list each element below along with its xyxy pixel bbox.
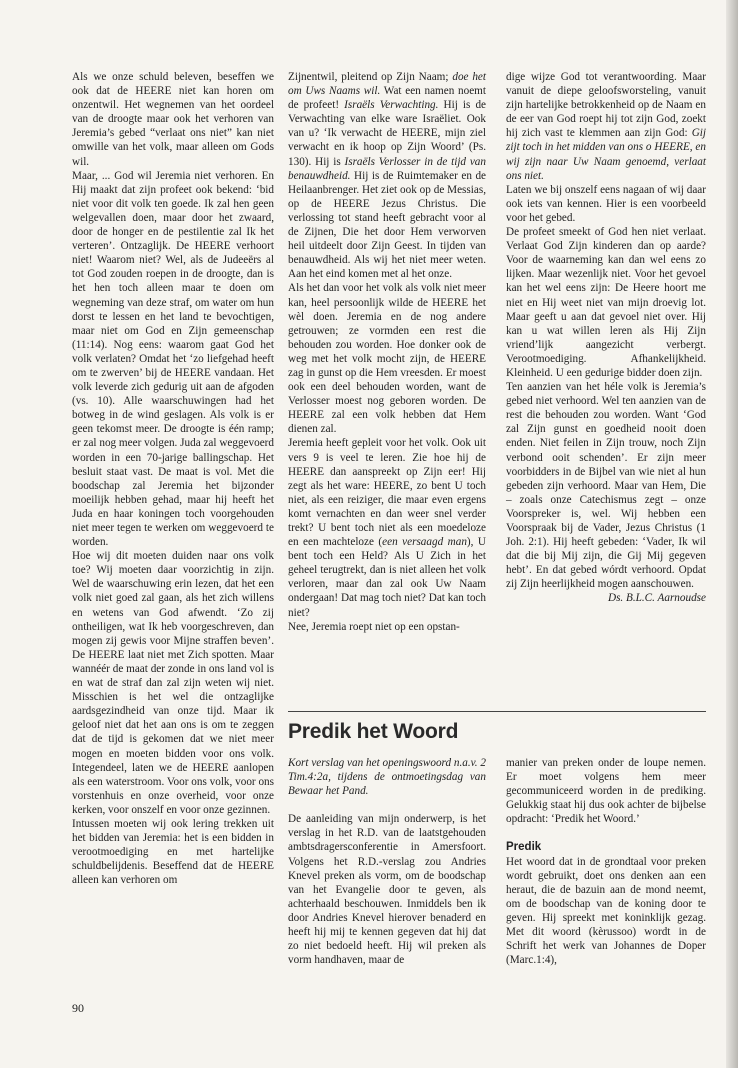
subheading: Predik: [506, 841, 542, 854]
paragraph: Laten we bij onszelf eens nagaan of wij daar ook iets van kennen. Hier is een voorbeeld voor het gebed.: [506, 183, 706, 224]
article-column-2: [288, 70, 486, 634]
paragraph: Nee, Jeremia roept niet op een opstan-: [288, 620, 460, 633]
article2-column-2: [506, 756, 706, 967]
page-number: 90: [72, 1001, 84, 1015]
article-title: Predik het Woord: [288, 720, 459, 743]
paragraph: Ten aanzien van het héle volk is Jeremia’s gebed niet verhoord. Wel ten aanzien van de rest die behouden zou worden. Want ‘God zal Zijn gunst en goedheid nooit doen enden. Niet feilen in Zijn trouw, noch Zijn verbond ooit schenden’. Er zijn meer voorbidders in de Bijbel van wie niet al hun gebeden zijn verhoord. Maar van Hem, Die – zoals onze Catechismus zegt – onze Voorspreker is, wel. Wij hebben een Voorspraak bij de Vader, Jezus Christus (1 Joh. 2:1). Hij heeft gebeden: ‘Vader, Ik wil dat die bij Mij zijn, die Gij Mij gegeven hebt’. En dat gebed wórdt verhoord. Opdat zij Zijn heerlijkheid mogen aanschouwen.: [506, 381, 706, 591]
paragraph: Hoe wij dit moeten duiden naar ons volk toe? Wij moeten daar voorzichtig in zijn. Wel de waarschuwing erin lezen, dat het een volk niet goed zal gaan, als het zich willens en wetens van God afwendt. ‘Zo zij ontheiligen, wat Ik heb voorgeschreven, dan mogen zij gewis voor Mijne straffen beven’. De HEERE laat niet met Zich spotten. Maar wannéér de maat der zonde in ons land vol is en wat de straf dan zal zijn weten wij niet. Misschien is het wel die ontzaglijke aardsgezindheid van onze tijd. Maar ik geloof niet dat het aan ons is om te zeggen dat de tijd is gekomen dat we niet meer mogen en moeten bidden voor ons volk. Integendeel, laten we de HEERE aanlopen als een waterstroom. Voor ons volk, voor ons vorstenhuis en onze overheid, voor onze kerken, voor onszelf en voor onze gezinnen.: [72, 550, 274, 816]
article-column-1: [72, 70, 274, 887]
paragraph: Jeremia heeft gepleit voor het volk. Ook uit vers 9 is veel te leren. Zie hoe hij de HEERE dan aanspreekt op Zijn eer! Hij zegt als het ware: HEERE, zo bent U toch niet, als een reiziger, die maar even ergens komt vernachten en dan weer snel verder trekt? U bent toch niet als een moedeloze en een machteloze (een versaagd man), U bent toch een Held? Als U Zich in het geheel terugtrekt, dan is niet alleen het volk verloren, maar dan zal ook Uw Naam ondergaan! Dat mag toch niet? Dat kan toch niet?: [288, 437, 486, 619]
paragraph: Maar, ... God wil Jeremia niet verhoren. En Hij maakt dat zijn profeet ook bekend: ‘bid niet voor dit volk ten goede. Ik zal hen geen welgevallen doen, maar door het zwaard, door de honger en de pestilentie zal Ik het verteren’. Ontzaglijk. De HEERE verhoort niet! Waarom niet? Wel, als de Judeeërs al tot God zouden roepen in de droogte, dan is het hen toch alleen maar te doen om wegneming van deze straf, om water om hun dorst te lessen en het land te bevochtigen, maar niet om God en Zijn gemeenschap (11:14). Nog eens: waarom gaat God het volk verlaten? Omdat het ‘zo liefgehad heeft om te zwerven’ bij de HEERE vandaan. Het volk leverde zich gedurig uit aan de afgoden (vs. 10). Alle waarschuwingen had het botweg in de wind geslagen. Als volk is er geen tekomst meer. De droogte is één ramp; er zal nog meer volgen. Juda zal weggevoerd worden in een 70-jarige ballingschap. Het besluit staat vast. De maat is vol. Met die boodschap zal Jeremia het bijzonder moeilijk hebben gehad, maar hij heeft het Juda en haar koningen toch voorgehouden niet meer tegen te werken om weggevoerd te worden.: [72, 169, 274, 549]
paragraph: manier van preken onder de loupe nemen. Er moet volgens hem meer gecommuniceerd worden in de prediking. Gelukkig staat hij dus ook achter de bijbelse opdracht: ‘Predik het Woord.’: [506, 757, 706, 826]
paragraph: dige wijze God tot verantwoording. Maar vanuit de diepe geloofsworsteling, vanuit zijn hartelijke betrokkenheid op de Naam en de eer van God roept hij tot zijn God, zoekt hij zich vast te klemmen aan zijn God: Gij zijt toch in het midden van ons o HEERE, en wij zijn naar Uw Naam genoemd, verlaat ons niet.: [506, 71, 706, 182]
paragraph: Zijnentwil, pleitend op Zijn Naam; doe het om Uws Naams wil. Wat een namen noemt de profeet! Israëls Verwachting. Hij is de Verwachting van elke ware Israëliet. Ook van u? ‘Ik verwacht de HEERE, mijn ziel verwacht en ik hoop op Zijn Woord’ (Ps. 130). Hij is Israëls Verlosser in de tijd van benauwdheid. Hij is de Ruimtemaker en de Heilaanbrenger. Het ziet ook op de Messias, op de HEERE Jezus Christus. Die verlossing tot stand heeft gebracht voor al de Zijnen, Die het door Hem verworven heil uitdeelt door Zijn Geest. In tijden van benauwdheid. Als wij het niet meer weten. Aan het eind komen met al het onze.: [288, 71, 487, 281]
article2-column-1: [288, 756, 486, 967]
paragraph: De profeet smeekt of God hen niet verlaat. Verlaat God Zijn kinderen dan op aarde? Voor de waarneming kan dan wel eens zo lijken. Maar wezenlijk niet. Voor het gevoel kan het wel eens zijn: De Heere hoort me niet en Hij weet niet van mijn droevig lot. Maar geeft u aan dat gevoel niet over. Hij kan u wat willen leren als Hij Zijn vriend’lijk aangezicht verbergt. Verootmoediging. Afhankelijkheid. Kleinheid. U een gedurige bidder doen zijn.: [506, 226, 706, 379]
page-edge-shadow: [726, 0, 738, 1068]
paragraph: De aanleiding van mijn onderwerp, is het verslag in het R.D. van de laatstgehouden ambtsdragersconferentie in Amersfoort. Volgens het R.D.-verslag zou Andries Knevel preken als vorm, om de boodschap van het Evangelie door te geven, als achterhaald beschouwen. Inmiddels ben ik door Andries Knevel hierover benaderd en heeft hij mij te kennen gegeven dat hij dat zo niet bedoeld heeft. Hij wil preken als vorm handhaven, maar de: [288, 813, 486, 967]
article-column-3: [506, 70, 706, 606]
article-intro: Kort verslag van het openingswoord n.a.v. 2 Tim.4:2a, tijdens de ontmoetingsdag van Bewaar het Pand.: [288, 757, 486, 798]
paragraph: Intussen moeten wij ook lering trekken uit het bidden van Jeremia: het is een bidden in verootmoediging en met hartelijke schuldbelijdenis. Beseffend dat de HEERE alleen kan verhoren om: [72, 817, 274, 887]
paragraph: Het woord dat in de grondtaal voor preken wordt gebruikt, doet ons denken aan een heraut, die de bazuin aan de mond neemt, om de boodschap van de koning door te geven. Hij spreekt met koninklijk gezag. Met dit woord (kèrussoo) wordt in de Schrift het werk van Johannes de Doper (Marc.1:4),: [506, 855, 706, 967]
paragraph: Als het dan voor het volk als volk niet meer kan, heel persoonlijk wilde de HEERE het wèl doen. Jeremia en de nog andere getrouwen; ze vormden een rest die behouden zou worden. Hoe donker ook de weg met het volk mocht zijn, de HEERE zag in gunst op die Hem vreesden. Er moest ook een deel behouden worden, want de Verlosser moest nog geboren worden. De HEERE zal een volk hebben dat Hem dienen zal.: [288, 282, 486, 436]
author-signature: Ds. B.L.C. Aarnoudse: [607, 592, 706, 605]
section-divider: [288, 711, 706, 712]
paragraph: Als we onze schuld beleven, beseffen we ook dat de HEERE niet kan horen om onzentwil. Het wegnemen van het oordeel van de droogte maar ook het verhoren van Jeremia’s gebed “verlaat ons niet” kan niet omwille van het volk, maar alleen om Gods wil.: [72, 71, 274, 168]
